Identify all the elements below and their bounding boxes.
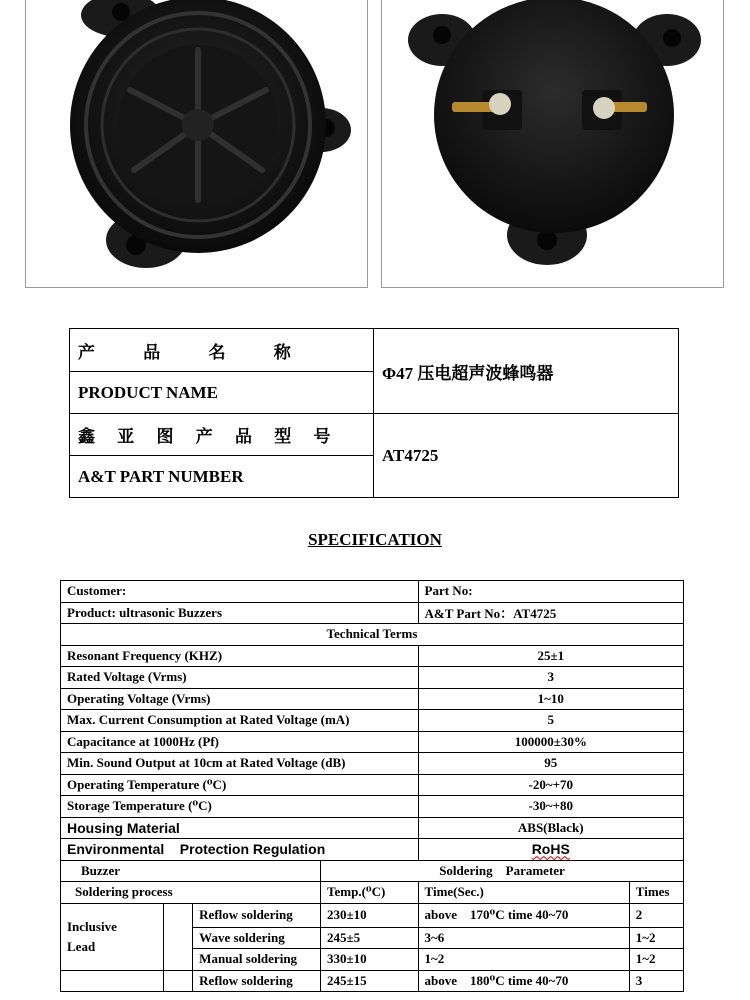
spec-label: Resonant Frequency (KHZ) <box>61 645 419 667</box>
spec-label: Housing Material <box>61 817 419 839</box>
buzzer-top-photo <box>381 0 724 288</box>
part-number-value: AT4725 <box>374 414 679 498</box>
spec-value: 1~10 <box>418 688 683 710</box>
spec-value: 5 <box>418 710 683 732</box>
spec-value: 95 <box>418 753 683 775</box>
spec-row <box>61 731 684 753</box>
spec-row <box>61 710 684 732</box>
spec-row <box>61 774 684 796</box>
inclusive-lead-label: Inclusive Lead <box>61 903 164 970</box>
spec-row <box>61 688 684 710</box>
soldering-process-label: Soldering process <box>61 882 321 904</box>
part-no-label: Part No: <box>418 581 683 603</box>
solder-method: Manual soldering <box>193 949 321 971</box>
spec-label: Storage Temperature (⁰C) <box>61 796 419 818</box>
product-name-table <box>69 328 679 498</box>
solder-time: 1~2 <box>418 949 629 971</box>
spec-value: -20~+70 <box>418 774 683 796</box>
part-number-en-label: A&T PART NUMBER <box>70 456 374 498</box>
solder-temp: 330±10 <box>321 949 419 971</box>
spec-row <box>61 796 684 818</box>
spec-value: ABS(Black) <box>418 817 683 839</box>
buzzer-bottom-photo <box>25 0 368 288</box>
spec-row <box>61 817 684 839</box>
product-name-cn-label: 产 品 名 称 <box>70 329 374 372</box>
product-name-value: Φ47 压电超声波蜂鸣器 <box>374 329 679 414</box>
solder-times: 2 <box>629 903 683 927</box>
solder-time: 3~6 <box>418 927 629 949</box>
spec-value: 100000±30% <box>418 731 683 753</box>
spec-value: RoHS <box>418 839 683 861</box>
solder-time: above 170⁰C time 40~70 <box>418 903 629 927</box>
customer-label: Customer: <box>61 581 419 603</box>
solder-time: above 180⁰C time 40~70 <box>418 970 629 992</box>
product-label: Product: ultrasonic Buzzers <box>61 602 419 624</box>
spec-row <box>61 645 684 667</box>
soldering-parameter-header: Soldering Parameter <box>321 860 684 882</box>
spec-label: Min. Sound Output at 10cm at Rated Voltage (dB) <box>61 753 419 775</box>
spec-value: -30~+80 <box>418 796 683 818</box>
at-part-no-label: A&T Part No：AT4725 <box>418 602 683 624</box>
part-number-cn-label: 鑫 亚 图 产 品 型 号 <box>70 414 374 456</box>
solder-temp: 230±10 <box>321 903 419 927</box>
solder-times: 1~2 <box>629 949 683 971</box>
technical-terms-header: Technical Terms <box>61 624 684 646</box>
solder-method: Reflow soldering <box>193 970 321 992</box>
spec-label: Capacitance at 1000Hz (Pf) <box>61 731 419 753</box>
spec-label: Rated Voltage (Vrms) <box>61 667 419 689</box>
solder-temp: 245±5 <box>321 927 419 949</box>
solder-times: 3 <box>629 970 683 992</box>
spec-row <box>61 667 684 689</box>
spec-row <box>61 839 684 861</box>
spec-label: Max. Current Consumption at Rated Voltage (mA) <box>61 710 419 732</box>
spec-row <box>61 753 684 775</box>
temp-column-header: Temp.(⁰C) <box>321 882 419 904</box>
solder-temp: 245±15 <box>321 970 419 992</box>
spec-value: 3 <box>418 667 683 689</box>
specification-title: SPECIFICATION <box>308 530 442 549</box>
spec-label: Environmental Protection Regulation <box>61 839 419 861</box>
spec-label: Operating Voltage (Vrms) <box>61 688 419 710</box>
specification-table <box>60 580 684 992</box>
buzzer-label: Buzzer <box>61 860 321 882</box>
spec-label: Operating Temperature (⁰C) <box>61 774 419 796</box>
solder-method: Reflow soldering <box>193 903 321 927</box>
product-name-en-label: PRODUCT NAME <box>70 372 374 414</box>
solder-times: 1~2 <box>629 927 683 949</box>
spec-value: 25±1 <box>418 645 683 667</box>
time-column-header: Time(Sec.) <box>418 882 629 904</box>
times-column-header: Times <box>629 882 683 904</box>
solder-method: Wave soldering <box>193 927 321 949</box>
